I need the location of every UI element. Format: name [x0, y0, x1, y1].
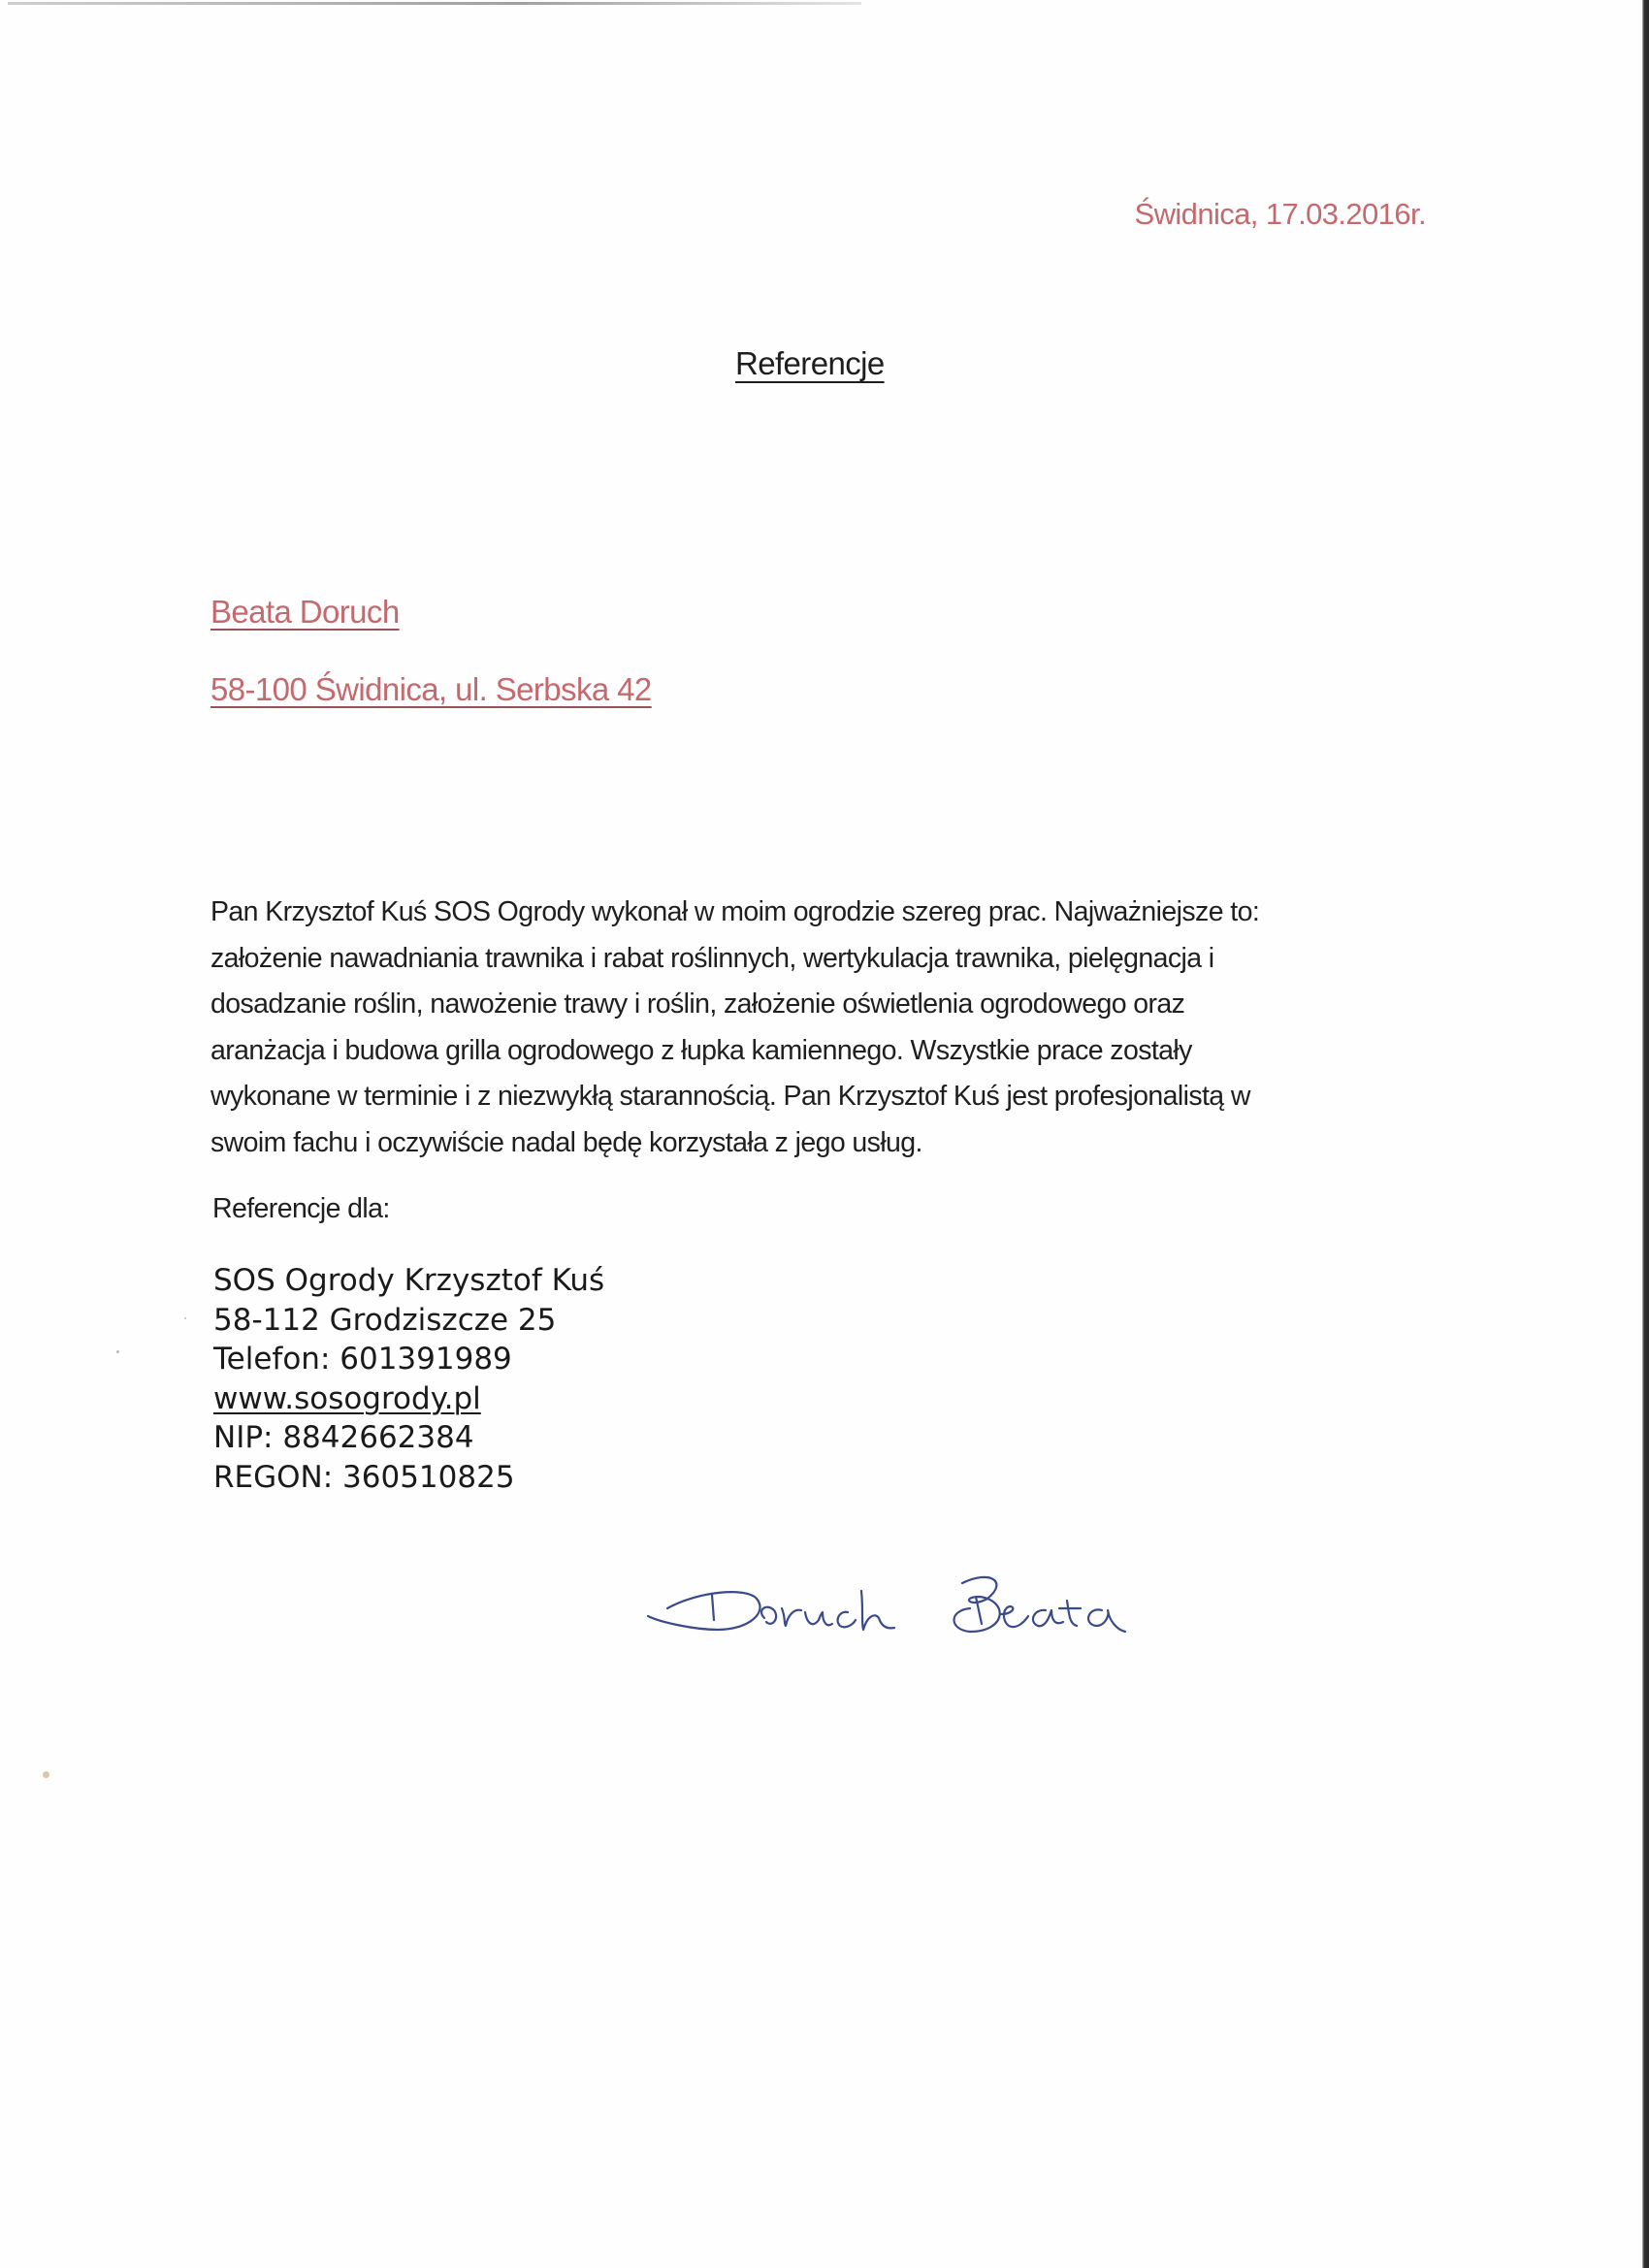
scan-artifact-top-line [8, 2, 861, 5]
body-line: założenie nawadniania trawnika i rabat roślinnych, wertykulacja trawnika, pielęgnacja i [210, 942, 1214, 974]
body-line: Pan Krzysztof Kuś SOS Ogrody wykonał w moim ogrodzie szereg prac. Najważniejsze to: [210, 896, 1260, 927]
reference-body [210, 890, 1413, 1166]
signature-stroke [1033, 1610, 1063, 1626]
company-nip: NIP: 8842662384 [213, 1420, 474, 1455]
company-regon: REGON: 360510825 [213, 1459, 515, 1495]
document-title: Referencje [735, 345, 885, 381]
signature-stroke [1088, 1609, 1125, 1632]
company-details [213, 1261, 604, 1497]
signature-stroke [648, 1592, 760, 1630]
company-website-link[interactable]: www.sosogrody.pl [213, 1380, 481, 1416]
signature-stroke [712, 1595, 714, 1620]
scan-speck [116, 1350, 119, 1353]
signature-stroke [782, 1608, 801, 1626]
company-address: 58-112 Grodziszcze 25 [213, 1302, 557, 1338]
signature-stroke [1001, 1606, 1028, 1627]
scan-speck [43, 1771, 49, 1778]
signature-stroke [861, 1591, 894, 1630]
handwritten-signature [640, 1552, 1193, 1659]
body-line: wykonane w terminie i z niezwykłą starannością. Pan Krzysztof Kuś jest profesjonalistą w [210, 1081, 1250, 1112]
reference-for-label: Referencje dla: [212, 1193, 390, 1224]
body-line: aranżacja i budowa grilla ogrodowego z łupka kamiennego. Wszystkie prace zostały [210, 1034, 1192, 1066]
scan-artifact-right-edge [1642, 0, 1649, 2268]
addressee-address: 58-100 Świdnica, ul. Serbska 42 [210, 671, 652, 707]
date-line: Świdnica, 17.03.2016r. [1134, 197, 1426, 231]
body-line: dosadzanie roślin, nawożenie trawy i roślin, założenie oświetlenia ogrodowego oraz [210, 988, 1185, 1020]
scan-speck [184, 1317, 186, 1319]
body-line: swoim fachu i oczywiście nadal będę korzystała z jego usług. [210, 1126, 922, 1158]
signature-stroke [761, 1607, 776, 1624]
signature-stroke [838, 1612, 856, 1628]
signature-stroke [805, 1612, 832, 1625]
addressee-name: Beata Doruch [210, 594, 400, 630]
company-name: SOS Ogrody Krzysztof Kuś [213, 1263, 605, 1298]
company-phone: Telefon: 601391989 [213, 1342, 512, 1377]
